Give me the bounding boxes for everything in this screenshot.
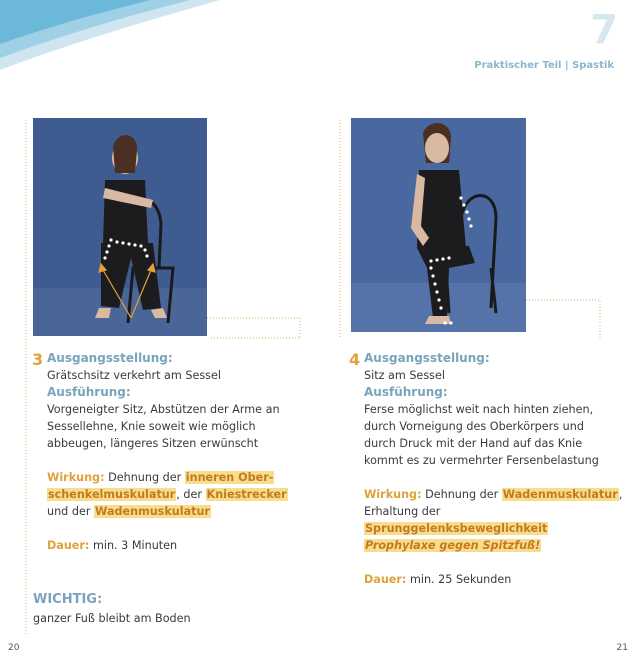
exercise-photo-right — [351, 118, 526, 332]
effect-highlight: Sprunggelenksbeweglichkeit — [365, 522, 548, 535]
start-heading: Ausgangsstellung: — [47, 351, 173, 365]
duration-text: min. 3 Minuten — [92, 539, 178, 552]
exec-line: Ferse möglichst weit nach hinten ziehen, — [364, 403, 594, 416]
chapter-number: 7 — [590, 7, 618, 53]
effect-line-2 — [47, 486, 307, 503]
important-heading: WICHTIG: — [33, 592, 103, 607]
step-number-4: 4 — [349, 350, 361, 369]
effect-mid: , der — [176, 488, 202, 501]
exec-heading: Ausführung: — [364, 385, 448, 399]
exercise-photo-left — [33, 118, 207, 336]
page-number-left: 20 — [8, 643, 20, 653]
start-text: Grätschsitz verkehrt am Sessel — [47, 369, 221, 382]
effect-line-1 — [364, 486, 624, 503]
exec-line: Sessellehne, Knie soweit wie möglich — [47, 420, 256, 433]
effect-highlight: Kniestrecker — [206, 488, 287, 501]
effect-highlight: Prophylaxe gegen Spitzfuß! — [365, 539, 541, 552]
exercise-4-text — [364, 350, 624, 588]
effect-heading: Wirkung: — [47, 471, 105, 484]
page-number-right: 21 — [616, 643, 628, 653]
exec-line: kommt es zu vermehrter Fersenbelastung — [364, 454, 599, 467]
duration-text: min. 25 Sekunden — [409, 573, 512, 586]
effect-line-3 — [364, 537, 624, 554]
exec-line: abbeugen, längeres Sitzen erwünscht — [47, 437, 259, 450]
important-text: ganzer Fuß bleibt am Boden — [33, 612, 191, 625]
duration-line — [364, 571, 624, 588]
step-number-3: 3 — [32, 350, 44, 369]
chapter-title: Praktischer Teil | Spastik — [474, 60, 614, 71]
exec-heading: Ausführung: — [47, 385, 131, 399]
effect-comma: , — [618, 488, 623, 501]
effect-highlight: schenkelmuskulatur — [48, 488, 176, 501]
effect-pre: Dehnung der — [425, 488, 499, 501]
effect-line-2 — [364, 503, 624, 537]
effect-and: und der — [47, 505, 91, 518]
effect-highlight: inneren Ober- — [185, 471, 274, 484]
effect-line-3 — [47, 503, 307, 520]
exec-line: durch Druck mit der Hand auf das Knie — [364, 437, 583, 450]
effect-heading: Wirkung: — [364, 488, 422, 501]
duration-heading: Dauer: — [47, 539, 90, 552]
start-text: Sitz am Sessel — [364, 369, 445, 382]
effect-pre: Dehnung der — [108, 471, 182, 484]
duration-line — [47, 537, 307, 554]
effect-highlight: Wadenmuskulatur — [95, 505, 210, 518]
exec-line: Vorgeneigter Sitz, Abstützen der Arme an — [47, 403, 280, 416]
exec-line: durch Vorneigung des Oberkörpers und — [364, 420, 584, 433]
exercise-3-text — [47, 350, 307, 554]
effect-pre2: Erhaltung der — [364, 505, 441, 518]
effect-highlight: Wadenmuskulatur — [502, 488, 618, 501]
start-heading: Ausgangsstellung: — [364, 351, 490, 365]
effect-line-1 — [47, 469, 307, 486]
duration-heading: Dauer: — [364, 573, 407, 586]
